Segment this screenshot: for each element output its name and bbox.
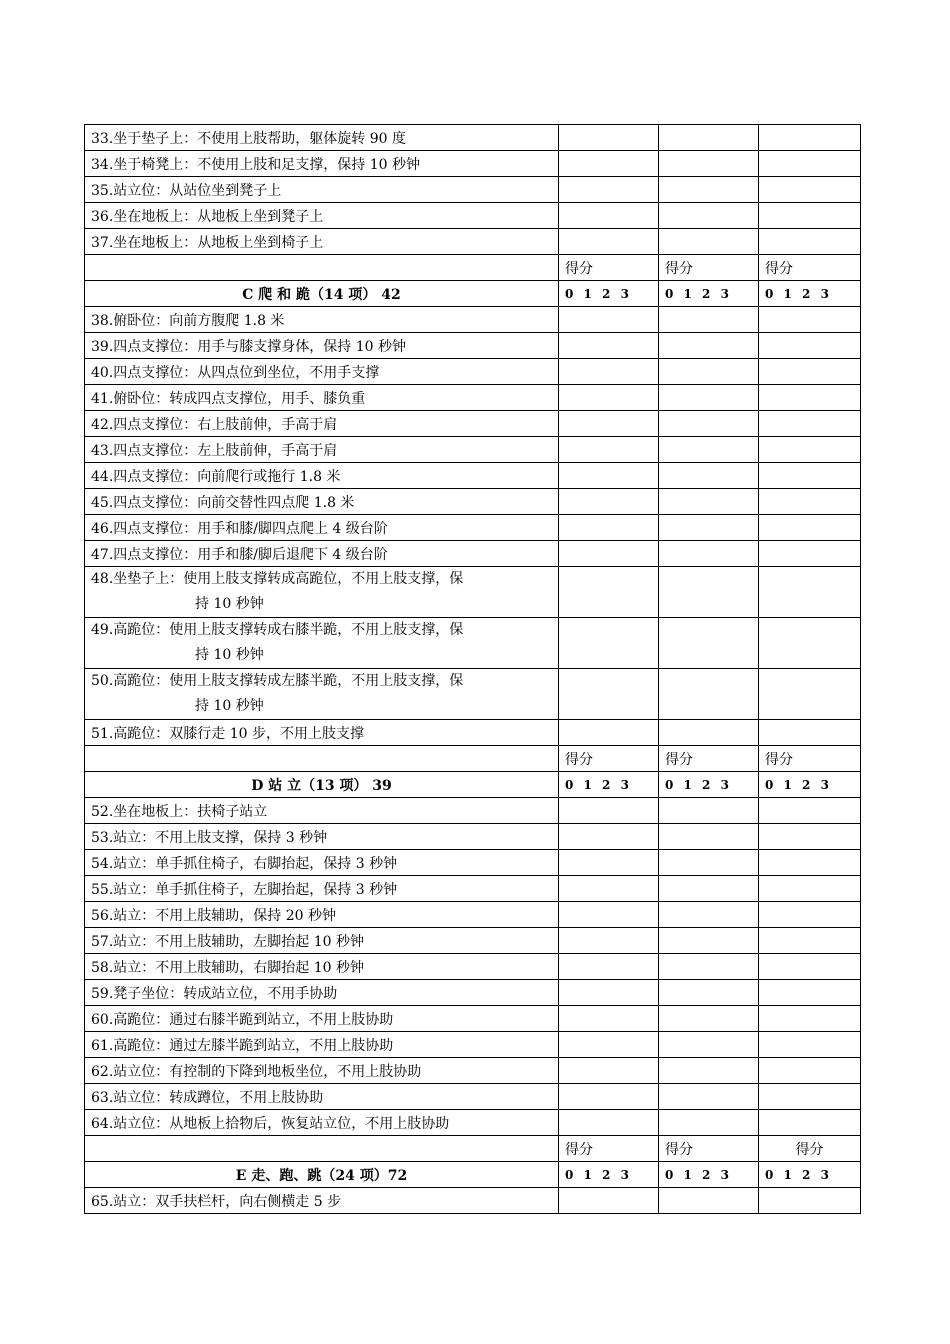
score-cell[interactable]	[559, 954, 659, 980]
score-cell[interactable]	[759, 1084, 861, 1110]
score-cell[interactable]	[659, 385, 759, 411]
table-row	[85, 618, 861, 669]
score-cell[interactable]	[559, 463, 659, 489]
score-cell[interactable]	[759, 669, 861, 720]
score-cell[interactable]	[659, 515, 759, 541]
score-cell[interactable]	[559, 385, 659, 411]
item-label: 64.站立位：从地板上拾物后，恢复站立位，不用上肢协助	[85, 1110, 559, 1136]
score-cell[interactable]	[659, 203, 759, 229]
score-cell[interactable]	[759, 824, 861, 850]
section-header-row	[85, 772, 861, 798]
table-row	[85, 411, 861, 437]
item-label: 60.高跪位：通过右膝半跪到站立，不用上肢协助	[85, 1006, 559, 1032]
score-cell[interactable]	[559, 515, 659, 541]
score-cell[interactable]	[559, 618, 659, 669]
item-label: 46.四点支撑位：用手和膝/脚四点爬上 4 级台阶	[85, 515, 559, 541]
score-levels: 0 1 2 3	[559, 281, 659, 307]
score-cell[interactable]	[659, 798, 759, 824]
score-cell[interactable]	[659, 902, 759, 928]
item-label: 41.俯卧位：转成四点支撑位，用手、膝负重	[85, 385, 559, 411]
score-cell[interactable]	[659, 1006, 759, 1032]
table-row	[85, 850, 861, 876]
score-cell[interactable]	[759, 229, 861, 255]
item-line-1: 50.高跪位：使用上肢支撑转成左膝半跪，不用上肢支撑，保	[91, 673, 464, 689]
score-cell[interactable]	[759, 125, 861, 151]
table-row	[85, 720, 861, 746]
section-title-c: C 爬 和 跪（14 项） 42	[85, 281, 559, 307]
table-row	[85, 125, 861, 151]
score-cell[interactable]	[759, 567, 861, 618]
table-row	[85, 541, 861, 567]
score-cell[interactable]	[759, 489, 861, 515]
score-label-row	[85, 1136, 861, 1162]
score-cell[interactable]	[659, 1188, 759, 1214]
score-label: 得分	[659, 746, 759, 772]
score-cell[interactable]	[759, 541, 861, 567]
item-label: 54.站立：单手抓住椅子，右脚抬起，保持 3 秒钟	[85, 850, 559, 876]
table-row	[85, 567, 861, 618]
table-row	[85, 798, 861, 824]
blank-cell	[85, 746, 559, 772]
section-title-e: E 走、跑、跳（24 项）72	[85, 1162, 559, 1188]
score-cell[interactable]	[759, 928, 861, 954]
table-row	[85, 229, 861, 255]
score-cell[interactable]	[559, 177, 659, 203]
section-header-row	[85, 281, 861, 307]
score-cell[interactable]	[759, 850, 861, 876]
score-cell[interactable]	[559, 928, 659, 954]
score-levels: 0 1 2 3	[759, 1162, 861, 1188]
score-cell[interactable]	[759, 307, 861, 333]
score-cell[interactable]	[559, 824, 659, 850]
blank-cell	[85, 255, 559, 281]
table-row	[85, 1188, 861, 1214]
item-label: 59.凳子坐位：转成站立位，不用手协助	[85, 980, 559, 1006]
item-label: 35.站立位：从站位坐到凳子上	[85, 177, 559, 203]
score-cell[interactable]	[559, 203, 659, 229]
score-label: 得分	[659, 1136, 759, 1162]
score-cell[interactable]	[559, 489, 659, 515]
score-cell[interactable]	[559, 411, 659, 437]
item-label: 45.四点支撑位：向前交替性四点爬 1.8 米	[85, 489, 559, 515]
score-label: 得分	[559, 1136, 659, 1162]
score-cell[interactable]	[759, 359, 861, 385]
score-cell[interactable]	[659, 850, 759, 876]
item-line-2: 持 10 秒钟	[195, 698, 264, 714]
score-cell[interactable]	[659, 307, 759, 333]
score-cell[interactable]	[659, 824, 759, 850]
score-cell[interactable]	[759, 411, 861, 437]
item-label	[85, 669, 559, 720]
score-cell[interactable]	[559, 567, 659, 618]
score-cell[interactable]	[659, 229, 759, 255]
score-cell[interactable]	[559, 1110, 659, 1136]
score-cell[interactable]	[559, 359, 659, 385]
score-cell[interactable]	[659, 1084, 759, 1110]
score-cell[interactable]	[559, 798, 659, 824]
table-row	[85, 980, 861, 1006]
score-cell[interactable]	[759, 1006, 861, 1032]
score-levels: 0 1 2 3	[659, 281, 759, 307]
blank-cell	[85, 1136, 559, 1162]
score-label: 得分	[759, 1136, 861, 1162]
item-line-1: 49.高跪位：使用上肢支撑转成右膝半跪，不用上肢支撑，保	[91, 622, 464, 638]
table-row	[85, 669, 861, 720]
table-row	[85, 463, 861, 489]
item-label	[85, 618, 559, 669]
score-cell[interactable]	[559, 1006, 659, 1032]
score-cell[interactable]	[759, 515, 861, 541]
item-label: 33.坐于垫子上：不使用上肢帮助，躯体旋转 90 度	[85, 125, 559, 151]
score-label: 得分	[559, 255, 659, 281]
score-cell[interactable]	[759, 1058, 861, 1084]
table-row	[85, 359, 861, 385]
item-label: 51.高跪位：双膝行走 10 步，不用上肢支撑	[85, 720, 559, 746]
item-label: 38.俯卧位：向前方腹爬 1.8 米	[85, 307, 559, 333]
score-cell[interactable]	[659, 876, 759, 902]
score-cell[interactable]	[759, 177, 861, 203]
score-cell[interactable]	[759, 720, 861, 746]
score-cell[interactable]	[759, 463, 861, 489]
score-cell[interactable]	[759, 203, 861, 229]
score-cell[interactable]	[659, 954, 759, 980]
item-label: 36.坐在地板上：从地板上坐到凳子上	[85, 203, 559, 229]
score-label: 得分	[759, 255, 861, 281]
score-cell[interactable]	[659, 463, 759, 489]
score-cell[interactable]	[759, 1110, 861, 1136]
item-label: 56.站立：不用上肢辅助，保持 20 秒钟	[85, 902, 559, 928]
item-label	[85, 567, 559, 618]
score-cell[interactable]	[759, 902, 861, 928]
table-row	[85, 489, 861, 515]
item-label: 39.四点支撑位：用手与膝支撑身体，保持 10 秒钟	[85, 333, 559, 359]
score-cell[interactable]	[759, 385, 861, 411]
table-row	[85, 824, 861, 850]
score-cell[interactable]	[559, 125, 659, 151]
table-row	[85, 1084, 861, 1110]
table-row	[85, 928, 861, 954]
score-cell[interactable]	[659, 437, 759, 463]
score-cell[interactable]	[759, 437, 861, 463]
item-label: 65.站立：双手扶栏杆，向右侧横走 5 步	[85, 1188, 559, 1214]
section-title-d: D 站 立（13 项） 39	[85, 772, 559, 798]
score-cell[interactable]	[559, 1084, 659, 1110]
item-label: 37.坐在地板上：从地板上坐到椅子上	[85, 229, 559, 255]
item-label: 61.高跪位：通过左膝半跪到站立，不用上肢协助	[85, 1032, 559, 1058]
score-cell[interactable]	[659, 618, 759, 669]
table-row	[85, 385, 861, 411]
table-row	[85, 307, 861, 333]
score-cell[interactable]	[659, 1058, 759, 1084]
table-row	[85, 902, 861, 928]
item-label: 34.坐于椅凳上：不使用上肢和足支撑，保持 10 秒钟	[85, 151, 559, 177]
score-cell[interactable]	[659, 669, 759, 720]
score-cell[interactable]	[559, 229, 659, 255]
item-label: 55.站立：单手抓住椅子，左脚抬起，保持 3 秒钟	[85, 876, 559, 902]
score-cell[interactable]	[559, 720, 659, 746]
score-cell[interactable]	[759, 151, 861, 177]
score-cell[interactable]	[759, 333, 861, 359]
score-cell[interactable]	[759, 980, 861, 1006]
item-line-2: 持 10 秒钟	[195, 596, 264, 612]
table-row	[85, 177, 861, 203]
item-line-2: 持 10 秒钟	[195, 647, 264, 663]
score-cell[interactable]	[659, 928, 759, 954]
score-levels: 0 1 2 3	[659, 1162, 759, 1188]
score-cell[interactable]	[659, 720, 759, 746]
table-row	[85, 954, 861, 980]
score-cell[interactable]	[659, 151, 759, 177]
score-cell[interactable]	[659, 541, 759, 567]
item-label: 63.站立位：转成蹲位，不用上肢协助	[85, 1084, 559, 1110]
score-cell[interactable]	[659, 1032, 759, 1058]
score-cell[interactable]	[759, 1188, 861, 1214]
score-cell[interactable]	[659, 411, 759, 437]
score-cell[interactable]	[559, 850, 659, 876]
score-cell[interactable]	[759, 876, 861, 902]
gmfm-score-table	[84, 124, 861, 1214]
item-label: 47.四点支撑位：用手和膝/脚后退爬下 4 级台阶	[85, 541, 559, 567]
score-cell[interactable]	[559, 307, 659, 333]
score-cell[interactable]	[659, 359, 759, 385]
score-levels: 0 1 2 3	[659, 772, 759, 798]
score-cell[interactable]	[559, 333, 659, 359]
score-cell[interactable]	[559, 1058, 659, 1084]
score-cell[interactable]	[659, 125, 759, 151]
table-row	[85, 151, 861, 177]
score-cell[interactable]	[559, 1188, 659, 1214]
table-row	[85, 1110, 861, 1136]
table-row	[85, 515, 861, 541]
table-row	[85, 1032, 861, 1058]
score-cell[interactable]	[659, 489, 759, 515]
score-cell[interactable]	[759, 954, 861, 980]
item-label: 58.站立：不用上肢辅助，右脚抬起 10 秒钟	[85, 954, 559, 980]
section-header-row	[85, 1162, 861, 1188]
table-row	[85, 1006, 861, 1032]
table-row	[85, 437, 861, 463]
score-cell[interactable]	[559, 437, 659, 463]
score-label: 得分	[659, 255, 759, 281]
table-row	[85, 876, 861, 902]
score-cell[interactable]	[659, 1110, 759, 1136]
score-label: 得分	[559, 746, 659, 772]
score-cell[interactable]	[559, 980, 659, 1006]
item-label: 57.站立：不用上肢辅助，左脚抬起 10 秒钟	[85, 928, 559, 954]
score-levels: 0 1 2 3	[759, 281, 861, 307]
score-cell[interactable]	[759, 1032, 861, 1058]
table-row	[85, 1058, 861, 1084]
item-label: 43.四点支撑位：左上肢前伸，手高于肩	[85, 437, 559, 463]
score-label-row	[85, 255, 861, 281]
score-cell[interactable]	[759, 618, 861, 669]
score-cell[interactable]	[659, 980, 759, 1006]
score-cell[interactable]	[559, 876, 659, 902]
score-cell[interactable]	[659, 333, 759, 359]
score-cell[interactable]	[559, 151, 659, 177]
item-label: 52.坐在地板上：扶椅子站立	[85, 798, 559, 824]
table-row	[85, 333, 861, 359]
item-label: 62.站立位：有控制的下降到地板坐位，不用上肢协助	[85, 1058, 559, 1084]
score-label: 得分	[759, 746, 861, 772]
item-label: 44.四点支撑位：向前爬行或拖行 1.8 米	[85, 463, 559, 489]
score-cell[interactable]	[759, 798, 861, 824]
score-label-row	[85, 746, 861, 772]
score-levels: 0 1 2 3	[559, 1162, 659, 1188]
score-cell[interactable]	[559, 669, 659, 720]
score-levels: 0 1 2 3	[559, 772, 659, 798]
item-label: 42.四点支撑位：右上肢前伸，手高于肩	[85, 411, 559, 437]
score-cell[interactable]	[659, 567, 759, 618]
item-line-1: 48.坐垫子上：使用上肢支撑转成高跪位，不用上肢支撑，保	[91, 571, 464, 587]
table-row	[85, 203, 861, 229]
score-cell[interactable]	[559, 541, 659, 567]
score-levels: 0 1 2 3	[759, 772, 861, 798]
item-label: 40.四点支撑位：从四点位到坐位，不用手支撑	[85, 359, 559, 385]
score-cell[interactable]	[659, 177, 759, 203]
item-label: 53.站立：不用上肢支撑，保持 3 秒钟	[85, 824, 559, 850]
score-cell[interactable]	[559, 1032, 659, 1058]
score-cell[interactable]	[559, 902, 659, 928]
